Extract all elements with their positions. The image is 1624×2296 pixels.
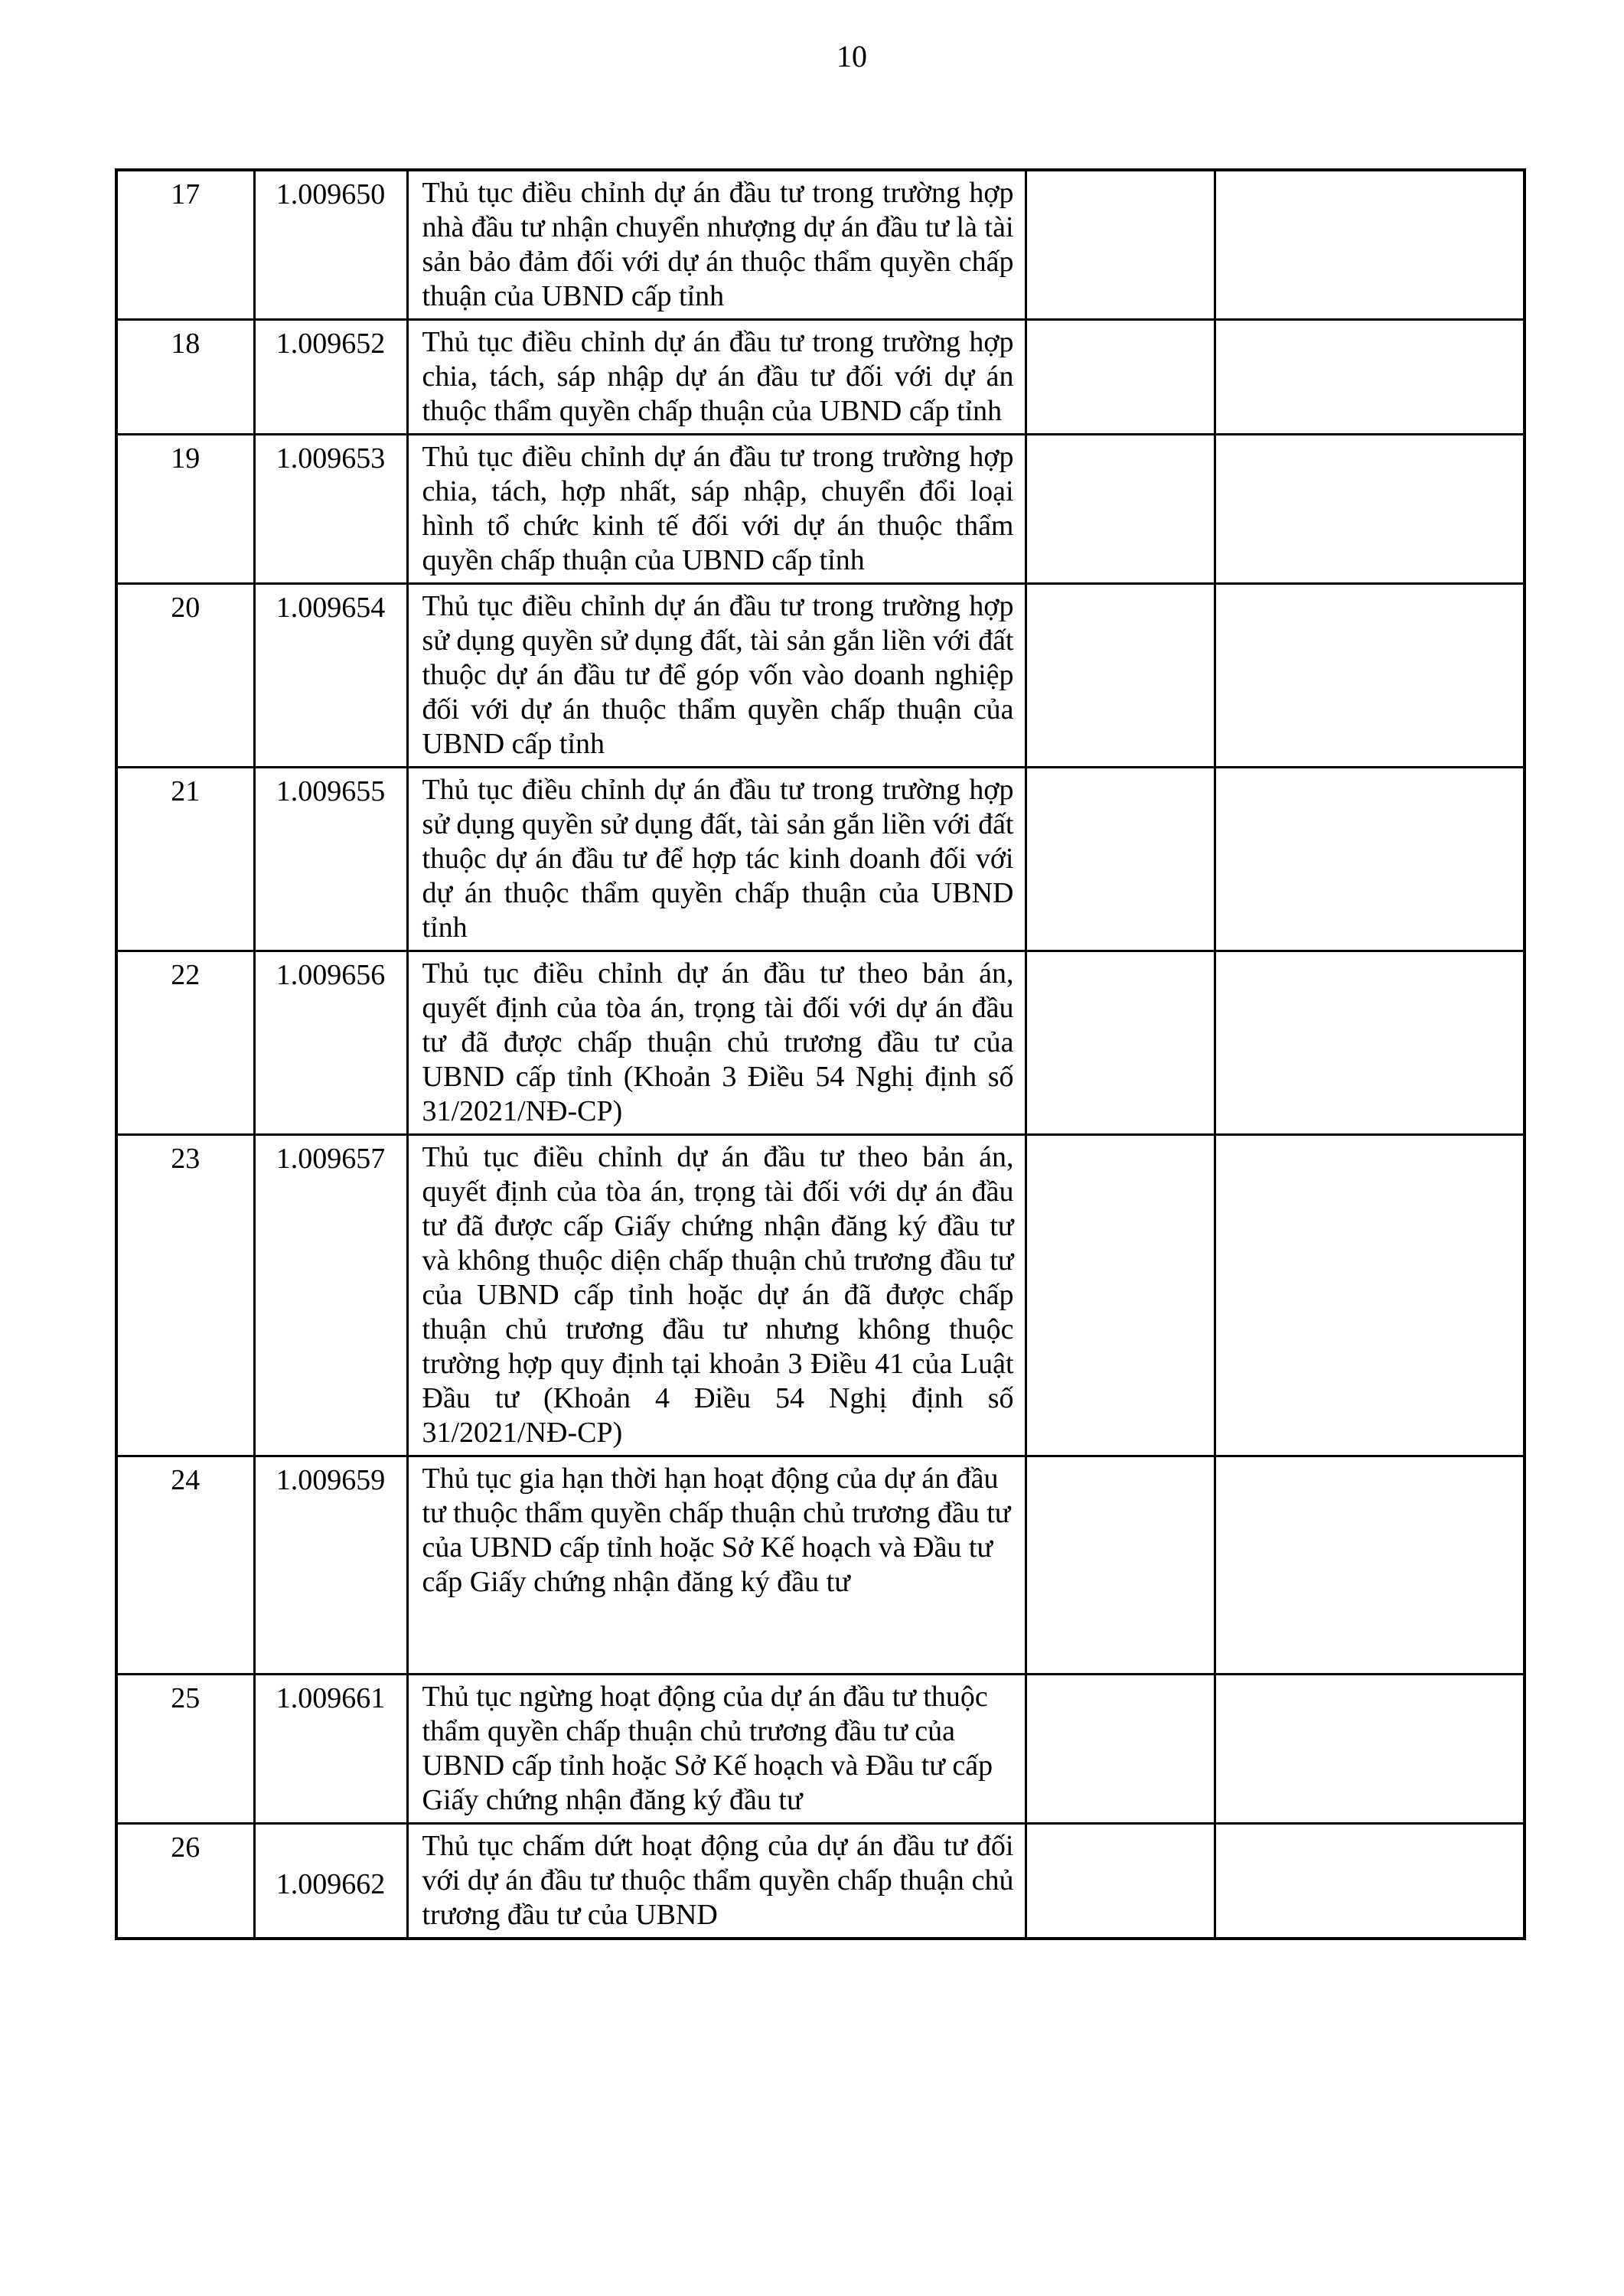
empty-cell-1 bbox=[1026, 951, 1215, 1135]
row-number-cell: 23 bbox=[116, 1135, 254, 1456]
procedure-code-cell: 1.009662 bbox=[254, 1824, 407, 1939]
empty-cell-2 bbox=[1215, 1675, 1525, 1824]
procedure-description-cell: Thủ tục điều chỉnh dự án đầu tư trong trường hợp chia, tách, hợp nhất, sáp nhập, chuyển đổi loại hình tổ chức kinh tế đối với dự án thuộc thẩm quyền chấp thuận của UBND cấp tỉnh bbox=[407, 435, 1026, 584]
row-number-cell: 18 bbox=[116, 320, 254, 435]
table-row bbox=[116, 320, 1525, 435]
procedure-code-cell: 1.009652 bbox=[254, 320, 407, 435]
row-number-cell: 25 bbox=[116, 1675, 254, 1824]
row-number-cell: 22 bbox=[116, 951, 254, 1135]
page-number: 10 bbox=[836, 39, 867, 73]
empty-cell-1 bbox=[1026, 1824, 1215, 1939]
procedures-table bbox=[115, 168, 1526, 1940]
empty-cell-1 bbox=[1026, 768, 1215, 951]
empty-cell-2 bbox=[1215, 320, 1525, 435]
empty-cell-2 bbox=[1215, 1456, 1525, 1675]
empty-cell-2 bbox=[1215, 1824, 1525, 1939]
row-number-cell: 19 bbox=[116, 435, 254, 584]
table-row bbox=[116, 951, 1525, 1135]
procedure-description-cell: Thủ tục điều chỉnh dự án đầu tư trong trường hợp sử dụng quyền sử dụng đất, tài sản gắn liền với đất thuộc dự án đầu tư để hợp tác kinh doanh đối với dự án thuộc thẩm quyền chấp thuận của UBND tỉnh bbox=[407, 768, 1026, 951]
table-row bbox=[116, 1675, 1525, 1824]
empty-cell-2 bbox=[1215, 584, 1525, 768]
empty-cell-2 bbox=[1215, 435, 1525, 584]
procedure-code-cell: 1.009661 bbox=[254, 1675, 407, 1824]
empty-cell-1 bbox=[1026, 1675, 1215, 1824]
empty-cell-2 bbox=[1215, 951, 1525, 1135]
procedure-code-cell: 1.009650 bbox=[254, 170, 407, 320]
procedure-code-cell: 1.009656 bbox=[254, 951, 407, 1135]
procedure-code-cell: 1.009654 bbox=[254, 584, 407, 768]
table-row bbox=[116, 1824, 1525, 1939]
empty-cell-2 bbox=[1215, 170, 1525, 320]
table-row bbox=[116, 1456, 1525, 1675]
procedure-description-cell: Thủ tục gia hạn thời hạn hoạt động của dự án đầu tư thuộc thẩm quyền chấp thuận chủ trương đầu tư của UBND cấp tỉnh hoặc Sở Kế hoạch và Đầu tư cấp Giấy chứng nhận đăng ký đầu tư bbox=[407, 1456, 1026, 1675]
procedure-code-cell: 1.009655 bbox=[254, 768, 407, 951]
empty-cell-1 bbox=[1026, 320, 1215, 435]
table-row bbox=[116, 435, 1525, 584]
empty-cell-1 bbox=[1026, 584, 1215, 768]
empty-cell-1 bbox=[1026, 1135, 1215, 1456]
procedure-description-cell: Thủ tục điều chỉnh dự án đầu tư trong trường hợp nhà đầu tư nhận chuyển nhượng dự án đầu tư là tài sản bảo đảm đối với dự án thuộc thẩm quyền chấp thuận của UBND cấp tỉnh bbox=[407, 170, 1026, 320]
procedure-description-cell: Thủ tục điều chỉnh dự án đầu tư trong trường hợp chia, tách, sáp nhập dự án đầu tư đối với dự án thuộc thẩm quyền chấp thuận của UBND cấp tỉnh bbox=[407, 320, 1026, 435]
row-number-cell: 20 bbox=[116, 584, 254, 768]
procedure-description-cell: Thủ tục điều chỉnh dự án đầu tư theo bản án, quyết định của tòa án, trọng tài đối với dự án đầu tư đã được cấp Giấy chứng nhận đăng ký đầu tư và không thuộc diện chấp thuận chủ trương đầu tư của UBND cấp tỉnh hoặc dự án đã được chấp thuận chủ trương đầu tư nhưng không thuộc trường hợp quy định tại khoản 3 Điều 41 của Luật Đầu tư (Khoản 4 Điều 54 Nghị định số 31/2021/NĐ-CP) bbox=[407, 1135, 1026, 1456]
procedure-code-cell: 1.009657 bbox=[254, 1135, 407, 1456]
table-row bbox=[116, 1135, 1525, 1456]
empty-cell-2 bbox=[1215, 1135, 1525, 1456]
row-number-cell: 24 bbox=[116, 1456, 254, 1675]
empty-cell-1 bbox=[1026, 170, 1215, 320]
procedure-code-cell: 1.009659 bbox=[254, 1456, 407, 1675]
table-row bbox=[116, 170, 1525, 320]
procedure-description-cell: Thủ tục chấm dứt hoạt động của dự án đầu tư đối với dự án đầu tư thuộc thẩm quyền chấp thuận chủ trương đầu tư của UBND bbox=[407, 1824, 1026, 1939]
empty-cell-2 bbox=[1215, 768, 1525, 951]
procedure-description-cell: Thủ tục ngừng hoạt động của dự án đầu tư thuộc thẩm quyền chấp thuận chủ trương đầu tư của UBND cấp tỉnh hoặc Sở Kế hoạch và Đầu tư cấp Giấy chứng nhận đăng ký đầu tư bbox=[407, 1675, 1026, 1824]
procedure-code-cell: 1.009653 bbox=[254, 435, 407, 584]
row-number-cell: 17 bbox=[116, 170, 254, 320]
procedures-table-body bbox=[116, 170, 1525, 1939]
empty-cell-1 bbox=[1026, 1456, 1215, 1675]
procedure-description-cell: Thủ tục điều chỉnh dự án đầu tư theo bản án, quyết định của tòa án, trọng tài đối với dự án đầu tư đã được chấp thuận chủ trương đầu tư của UBND cấp tỉnh (Khoản 3 Điều 54 Nghị định số 31/2021/NĐ-CP) bbox=[407, 951, 1026, 1135]
table-row bbox=[116, 768, 1525, 951]
row-number-cell: 26 bbox=[116, 1824, 254, 1939]
table-row bbox=[116, 584, 1525, 768]
empty-cell-1 bbox=[1026, 435, 1215, 584]
row-number-cell: 21 bbox=[116, 768, 254, 951]
procedure-description-cell: Thủ tục điều chỉnh dự án đầu tư trong trường hợp sử dụng quyền sử dụng đất, tài sản gắn liền với đất thuộc dự án đầu tư để góp vốn vào doanh nghiệp đối với dự án thuộc thẩm quyền chấp thuận của UBND cấp tỉnh bbox=[407, 584, 1026, 768]
